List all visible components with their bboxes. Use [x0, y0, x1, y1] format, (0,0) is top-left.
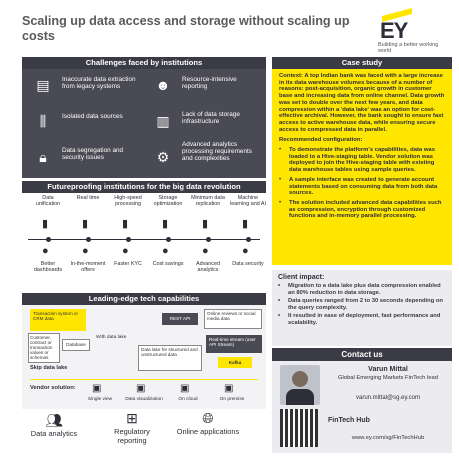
contact-header: Contact us	[272, 348, 452, 361]
analytics-icon: ⚙	[156, 149, 170, 165]
padlock-icon: 🔒︎	[39, 149, 47, 165]
config-item: • The solution included advanced data capabilities such as compression, encryption through customized functions and in-memory parallel processing.	[279, 200, 445, 220]
future-top-item: Storage optimization	[153, 195, 183, 207]
future-top-item: High-speed processing	[114, 195, 142, 207]
with-data-lake-label: With data lake	[96, 335, 127, 340]
vendor-item: Single view	[87, 397, 113, 402]
future-top-item: Minimum data replication	[191, 195, 225, 207]
contact-email[interactable]: varun.mittal@sg.ey.com	[356, 395, 420, 401]
config-text: A sample interface was created to generate account statements based on consuming data from both data sources.	[289, 176, 438, 197]
future-top-item: Data unification	[35, 195, 61, 207]
impact-text: Data queries ranged from 2 to 30 seconds depending on the query complexity.	[288, 298, 443, 311]
fintech-hub-label: FinTech Hub	[328, 417, 370, 424]
case-study-header: Case study	[272, 57, 452, 69]
challenge-item: Resource-intensive reporting	[182, 76, 237, 91]
impact-item: • Data queries ranged from 2 to 30 seconds depending on the query complexity.	[278, 298, 446, 311]
timeline-dot	[86, 237, 91, 242]
transaction-box: Transaction system or CRM data	[30, 309, 86, 331]
people-chart-icon: 👥︎	[45, 412, 63, 428]
config-item: • A sample interface was created to generate account statements based on consuming data from both data sources.	[279, 177, 445, 197]
impact-item: • It resulted in ease of deployment, fast performance and scalability.	[278, 313, 446, 326]
client-impact-panel	[272, 270, 452, 346]
futureproof-header: Futureproofing institutions for the big data revolution	[22, 181, 266, 193]
future-bottom-icon: ●	[202, 245, 209, 257]
contact-panel	[272, 361, 452, 453]
page-title: Scaling up data access and storage without scaling up costs	[22, 14, 350, 43]
future-top-icon: ▮	[122, 218, 129, 230]
vendor-icon: ▣	[92, 383, 102, 394]
avatar-head	[292, 371, 308, 387]
vendor-item: Data visualization	[125, 397, 163, 402]
config-item: • To demonstrate the platform's capabilities, data was loaded to a Hive-staging table. Vendor solution was deployed to join the Hive-staging table with existing data warehouse tables using sample queries.	[279, 147, 445, 174]
timeline-dot	[126, 237, 131, 242]
logo-text: EY	[380, 18, 408, 43]
future-bottom-item: Cost savings	[152, 261, 184, 267]
contact-role: Global Emerging Markets FinTech lead	[338, 375, 438, 381]
vendor-item: On cloud	[178, 397, 198, 402]
challenge-item: Inaccurate data extraction from legacy systems	[62, 76, 136, 91]
impact-text: It resulted in ease of deployment, fast performance and scalability.	[288, 313, 441, 326]
case-context	[279, 73, 445, 133]
timeline-line	[28, 239, 260, 240]
vendor-icon: ▣	[136, 383, 146, 394]
qr-code	[280, 409, 318, 447]
rest-api-box: REST API	[162, 313, 198, 325]
outcome-label: Online applications	[176, 427, 240, 436]
flow-line	[30, 379, 258, 380]
timeline-dot	[166, 237, 171, 242]
case-study-panel	[272, 69, 452, 265]
vendor-icon: ▣	[224, 383, 234, 394]
future-top-icon: ▮	[162, 218, 169, 230]
leading-header: Leading-edge tech capabilities	[22, 293, 266, 305]
challenges-panel	[22, 69, 266, 178]
org-chart-icon: ⊞	[126, 410, 138, 426]
future-bottom-icon: ●	[242, 245, 249, 257]
future-top-icon: ▮	[202, 218, 209, 230]
config-label: Recommended configuration:	[279, 137, 363, 144]
customer-box: Customer, contract or transaction values or schemas	[28, 333, 60, 363]
avatar	[280, 365, 320, 405]
server-icon: ▥	[156, 113, 170, 129]
future-bottom-icon: ●	[82, 245, 89, 257]
future-bottom-item: In-the-moment offers	[70, 261, 106, 273]
client-impact-header: Client impact:	[278, 274, 325, 281]
vendor-item: On premise	[219, 397, 245, 402]
config-text: To demonstrate the platform's capabilities, data was loaded to a Hive-staging table. Vendor solution was deployed to join the Hive-staging table with existing data warehouse tables using sample queries.	[289, 147, 435, 174]
future-bottom-icon: ●	[122, 245, 129, 257]
future-top-icon: ▮	[82, 218, 89, 230]
future-top-item: Machine learning and AI	[230, 195, 266, 207]
future-bottom-item: Better dashboards	[33, 261, 63, 273]
timeline-dot	[206, 237, 211, 242]
contact-name: Varun Mittal	[368, 366, 408, 373]
skip-data-lake-label: Skip data lake	[30, 365, 68, 371]
future-top-item: Real time	[76, 195, 100, 201]
globe-icon: 🌐︎	[202, 410, 214, 426]
challenge-item: Data segregation and security issues	[62, 147, 124, 162]
kafka-box: Kafka	[218, 357, 252, 368]
challenge-item: Lack of data storage infrastructure	[182, 111, 240, 126]
document-icon: ▤	[36, 77, 50, 93]
database-box: Database	[62, 339, 90, 351]
people-icon: ☻	[155, 77, 171, 93]
challenge-item: Advanced analytics processing requirements and complexities	[182, 141, 252, 163]
future-bottom-item: Faster KYC	[114, 261, 142, 267]
challenge-item: Isolated data sources	[62, 113, 123, 120]
vendor-icon: ▣	[180, 383, 190, 394]
future-bottom-icon: ●	[42, 245, 49, 257]
challenges-header: Challenges faced by institutions	[22, 57, 266, 69]
timeline-dot	[246, 237, 251, 242]
outcome-label: Data analytics	[30, 429, 78, 438]
ey-logo	[374, 10, 452, 54]
future-bottom-item: Advanced analytics	[196, 261, 220, 273]
future-bottom-item: Data security	[232, 261, 264, 267]
vendor-label: Vendor solution:	[30, 385, 76, 391]
real-time-box: Real-time stream (user API Stream)	[206, 335, 262, 353]
database-icon: ⫼	[39, 113, 47, 129]
outcome-label: Regulatory reporting	[114, 427, 150, 445]
future-bottom-icon: ●	[162, 245, 169, 257]
leading-panel	[22, 305, 266, 409]
context-label: Context:	[279, 73, 303, 79]
config-text: The solution included advanced data capabilities such as compression, encryption through customized functions and in-memory parallel processing.	[289, 199, 442, 220]
logo-tagline: Building a better working world	[378, 42, 439, 54]
future-top-icon: ▮	[242, 218, 249, 230]
impact-item: • Migration to a data lake plus data compression enabled an 80% reduction in data storage.	[278, 283, 446, 296]
futureproof-panel	[22, 193, 266, 285]
avatar-body	[286, 389, 314, 405]
data-lake-box: Data lake for structured and unstructured data	[138, 345, 202, 371]
future-top-icon: ▮	[42, 218, 49, 230]
online-reviews-box: Online reviews or social media data	[204, 309, 262, 329]
timeline-dot	[46, 237, 51, 242]
contact-url[interactable]: www.ey.com/sg/FinTechHub	[351, 435, 425, 441]
context-text: A top Indian bank was faced with a large increase in its data warehouse volumes because of a number of reasons: post-acquisition, organic growth in customer base and increasing data from online channel. Data growth was set to double over the next few years, and data compression within a 'data lake' was an option for cost-effective archival. However, the bank sought to ensure fast access to active warehouse data, while ensuring secure access to compressed data in parallel.	[279, 73, 445, 133]
impact-text: Migration to a data lake plus data compression enabled an 80% reduction in data storage.	[288, 283, 441, 296]
